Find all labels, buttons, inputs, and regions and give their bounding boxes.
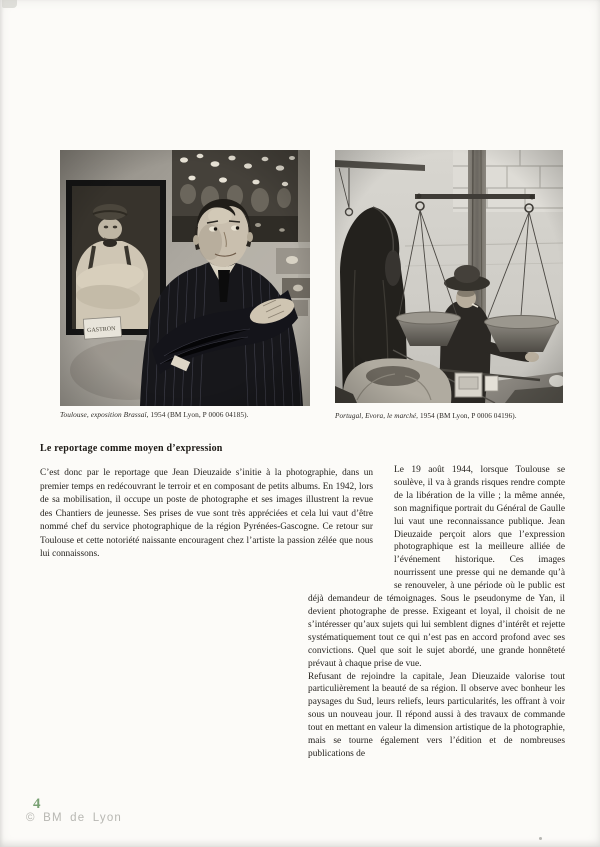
column-paragraph-1: Le 19 août 1944, lorsque Toulouse se soulève, il va à grands risques rendre compte de la libération de la ville ; la même année, son magnifique portrait du Général de Gaulle lui vaut une reconnaissance publique. Jean Dieuzaide perçoit alors que l’expression photographique est la meilleure alliée de l’événement historique. Ces images nourrissent une presse qui ne demande qu’à se renouveler, à une période où le public est déjà demandeur de témoignages. Sous le pseudonyme de Yan, il devient photographe de presse. Exigeant et loyal, il choisit de ne s’intéresser qu’aux sujets qui lui semblent dignes d’intérêt et rejette systématiquement tout ce qui n’est pas en accord profond avec ses convictions. Quel que soit le sujet abordé, une grande honnêteté prévaut à chaque prise de vue.: [308, 465, 565, 669]
caption-title: Toulouse, exposition Brassaï,: [60, 410, 149, 419]
watermark: © BM de Lyon: [26, 812, 123, 824]
caption-credit: 1954 (BM Lyon, P 0006 04185).: [148, 410, 249, 419]
section-heading: Le reportage comme moyen d’expression: [40, 443, 223, 454]
photo-exposition-brassai: [60, 150, 310, 406]
photo-caption-right: [335, 412, 517, 420]
column-wrap-spacer: [308, 464, 394, 581]
photo-evora-market: [335, 150, 563, 403]
scan-speck: [539, 837, 542, 840]
caption-title: Portugal, Evora, le marché,: [335, 412, 419, 420]
scan-artifact: [2, 0, 17, 8]
photo-evora-market-graphic: [335, 150, 563, 403]
photo-caption-left: [60, 410, 249, 419]
column-paragraph-2: Refusant de rejoindre la capitale, Jean Dieuzaide valorise tout particulièrement la beauté de sa région. Il observe avec bonheur les paysages du Sud, leurs reliefs, leurs particularités, les offrant à voir sous un nouveau jour. Il répond aussi à des travaux de commande tout en mettant en valeur la dimension artistique de la photographie, mais se tourne également vers l’édition et de nombreuses publications de: [308, 671, 565, 759]
photo-exposition-brassai-graphic: [60, 150, 310, 406]
second-column: [308, 464, 565, 761]
page-number: 4: [33, 796, 41, 812]
intro-paragraph: C’est donc par le reportage que Jean Dieuzaide s’initie à la photographie, dans un premier temps en redécouvrant le terroir et en composant de petits albums. En 1942, lors de sa mobilisation, il occupe un poste de photographe et ses images illustrent la revue des Chantiers de jeunesse. Ses prises de vue sont très appréciées et cela lui vaut d’être nommé chef du service photographique de la région Pyrénées-Gascogne. Ce retour sur Toulouse et cette notoriété naissante encouragent chez l’artiste la passion zélée que nous lui connaissons.: [40, 468, 373, 559]
caption-credit: 1954 (BM Lyon, P 0006 04196).: [418, 412, 517, 420]
